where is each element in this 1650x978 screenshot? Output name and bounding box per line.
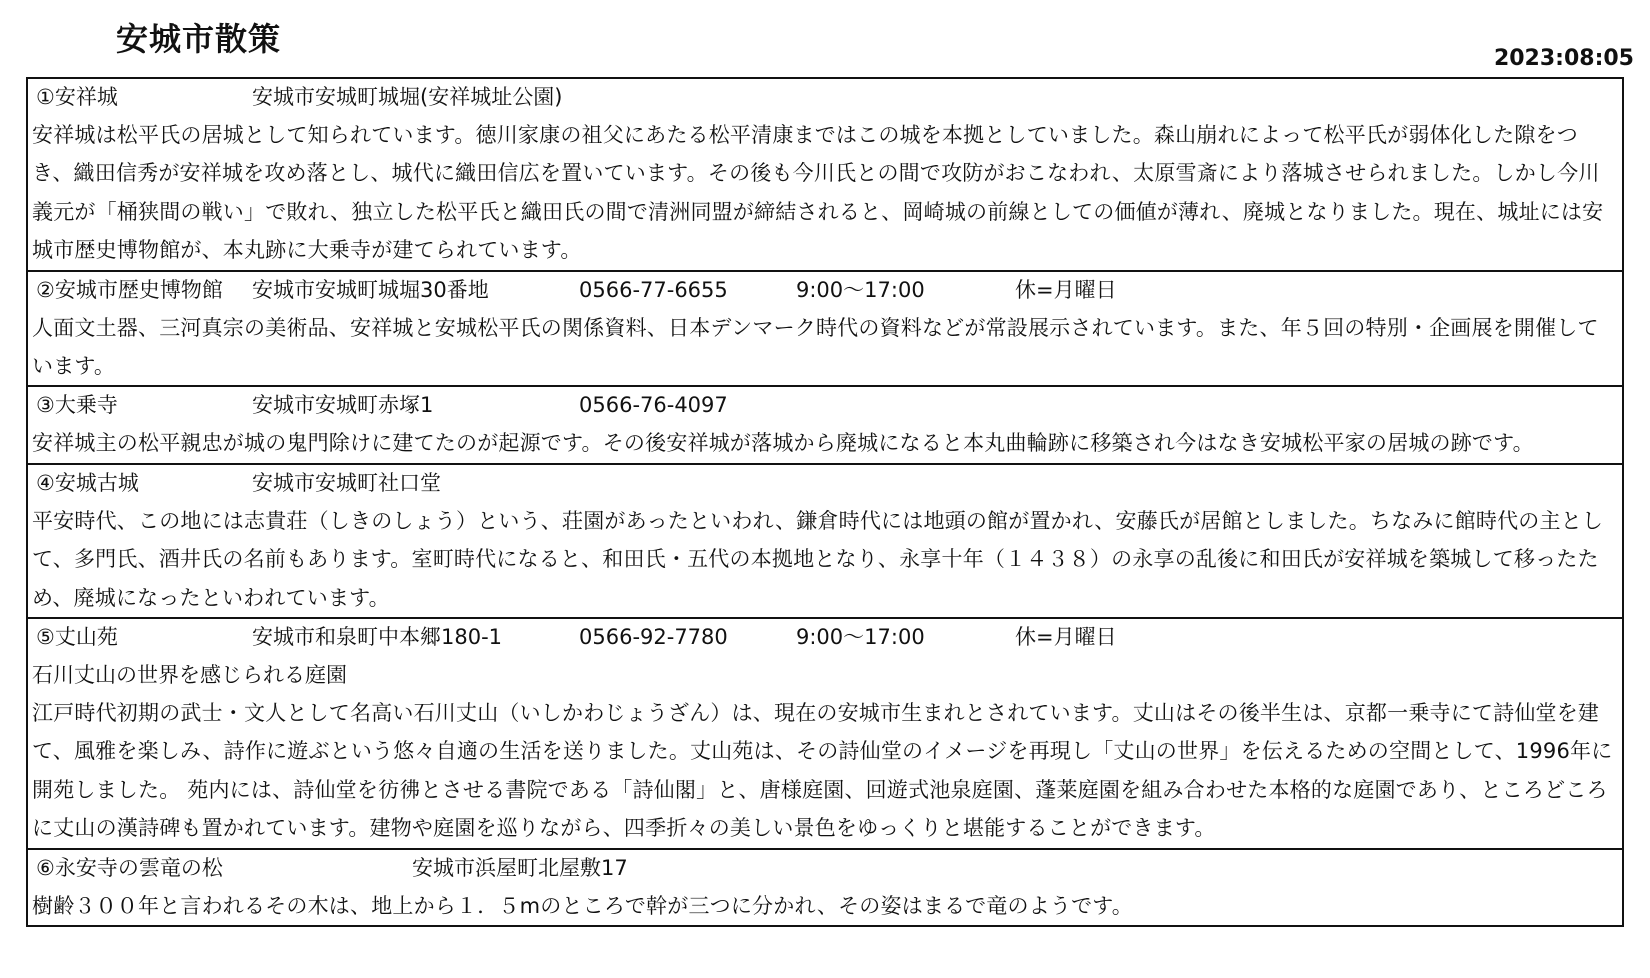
entry-header (32, 79, 1622, 116)
entry-closed-day: 休=月曜日 (1015, 625, 1117, 650)
entry-phone: 0566-77-6655 (579, 277, 728, 302)
entry-address: 安城市安城町城堀(安祥城址公園) (252, 85, 563, 109)
entry-anjo-old-castle (28, 465, 1622, 619)
entry-name: ①安祥城 (36, 85, 118, 109)
entry-phone: 0566-76-4097 (579, 393, 728, 418)
entry-jozanen (28, 619, 1622, 850)
entry-header (32, 387, 1622, 424)
entry-header (32, 619, 1622, 656)
entry-address: 安城市安城町城堀30番地 (252, 277, 489, 302)
entry-header (32, 272, 1622, 309)
sightseeing-table (26, 77, 1624, 927)
entry-hours: 9:00～17:00 (796, 277, 925, 302)
entry-hours: 9:00～17:00 (796, 625, 925, 650)
entry-description: 人面文土器、三河真宗の美術品、安祥城と安城松平氏の関係資料、日本デンマーク時代の資料などが常設展示されています。また、年５回の特別・企画展を開催しています。 (32, 315, 1599, 379)
entry-history-museum (28, 272, 1622, 388)
entry-description: 樹齢３００年と言われるその木は、地上から１．５mのところで幹が三つに分かれ、その姿はまるで竜のようです。 (32, 893, 1134, 918)
entry-phone: 0566-92-7780 (579, 625, 728, 650)
entry-description: 江戸時代初期の武士・文人として名高い石川丈山（いしかわじょうざん）は、現在の安城市生まれとされています。丈山はその後半生は、京都一乗寺にて詩仙堂を建て、風雅を楽しみ、詩作に遊ぶという悠々自適の生活を送りました。丈山苑は、その詩仙堂のイメージを再現し「丈山の世界」を伝えるための空間として、1996年に開苑しました。 苑内には、詩仙堂を彷彿とさせる書院である「詩仙閣」と、唐様庭園、回遊式池泉庭園、蓬莱庭園を組み合わせた本格的な庭園であり、ところどころに丈山の漢詩碑も置かれています。建物や庭園を巡りながら、四季折々の美しい景色をゆっくりと堪能することができます。 (32, 701, 1613, 841)
document-date: 2023:08:05 (1493, 46, 1634, 71)
entry-anjo-castle (28, 79, 1622, 272)
entry-name: ⑤丈山苑 (36, 625, 118, 650)
entry-description: 安祥城主の松平親忠が城の鬼門除けに建てたのが起源です。その後安祥城が落城から廃城になると本丸曲輪跡に移築され今はなき安城松平家の居城の跡です。 (32, 431, 1534, 456)
entry-name: ③大乗寺 (36, 393, 118, 418)
entry-address: 安城市浜屋町北屋敷17 (412, 855, 628, 880)
entry-name: ⑥永安寺の雲竜の松 (36, 855, 223, 880)
entry-eianji-pine (28, 850, 1622, 925)
entry-address: 安城市安城町赤塚1 (252, 393, 434, 418)
entry-header (32, 850, 1622, 887)
entry-closed-day: 休=月曜日 (1015, 277, 1117, 302)
entry-daijoji-temple (28, 387, 1622, 464)
entry-description: 平安時代、この地には志貴荘（しきのしょう）という、荘園があったといわれ、鎌倉時代には地頭の館が置かれ、安藤氏が居館としました。ちなみに館時代の主として、多門氏、酒井氏の名前もあります。室町時代になると、和田氏・五代の本拠地となり、永享十年（１４３８）の永享の乱後に和田氏が安祥城を築城して移ったため、廃城になったといわれています。 (32, 508, 1604, 610)
entry-name: ④安城古城 (36, 470, 139, 495)
entry-address: 安城市安城町社口堂 (252, 470, 441, 495)
entry-subtitle: 石川丈山の世界を感じられる庭園 (32, 663, 347, 688)
entry-name: ②安城市歴史博物館 (36, 277, 223, 302)
entry-header (32, 465, 1622, 502)
entry-description: 安祥城は松平氏の居城として知られています。徳川家康の祖父にあたる松平清康まではこの城を本拠としていました。森山崩れによって松平氏が弱体化した隙をつき、織田信秀が安祥城を攻め落とし、城代に織田信広を置いています。その後も今川氏との間で攻防がおこなわれ、太原雪斎により落城させられました。しかし今川義元が「桶狭間の戦い」で敗れ、独立した松平氏と織田氏の間で清洲同盟が締結されると、岡崎城の前線としての価値が薄れ、廃城となりました。現在、城址には安城市歴史博物館が、本丸跡に大乗寺が建てられています。 (32, 123, 1604, 263)
page-title: 安城市散策 (116, 20, 282, 58)
entry-address: 安城市和泉町中本郷180-1 (252, 625, 503, 650)
